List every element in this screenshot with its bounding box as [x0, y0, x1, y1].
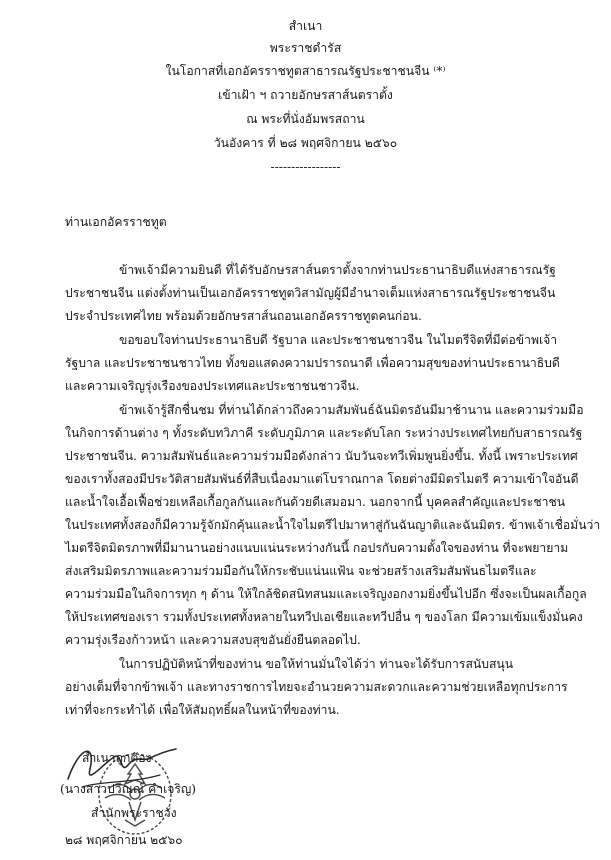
paragraph-line: และน้ำใจเอื้อเฟื้อช่วยเหลือเกื้อกูลกันและกันด้วยดีเสมอมา. นอกจากนี้ บุคคลสำคัญและประชาชน — [65, 495, 566, 509]
paragraph-line: ประจำประเทศไทย พร้อมด้วยอักษรสาส์นถอนเอกอัครราชทูตคนก่อน. — [65, 309, 422, 323]
paragraph-line: ไมตรีจิตมิตรภาพที่มีมานานอย่างแนบแน่นระหว่างกันนี้ กอปรกับความตั้งใจของท่าน ที่จะพยายาม — [65, 541, 569, 555]
paragraph-line: รัฐบาล และประชาชนชาวไทย ทั้งขอแสดงความปรารถนาดี เพื่อความสุขของท่านประธานาธิบดี — [65, 356, 560, 370]
paragraph-line: ประชาชนจีน. ความสัมพันธ์และความร่วมมือดังกล่าว นับวันจะทวีเพิ่มพูนยิ่งขึ้น. ทั้งนี้ เพราะประเทศ — [65, 449, 578, 463]
salutation: ท่านเอกอัครราชทูต — [65, 215, 167, 229]
paragraph-line: และความเจริญรุ่งเรืองของประเทศและประชาชนชาวจีน. — [65, 379, 360, 393]
paragraph-line: ให้ประเทศของเรา รวมทั้งประเทศทั้งหลายในทวีปเอเชียและทวีปอื่น ๆ ของโลก มีความเข้มแข็งมั่นคง — [65, 610, 583, 624]
occasion-line: ในโอกาสที่เอกอัครราชทูตสาธารณรัฐประชาชนจีน ⁽*⁾ — [165, 64, 446, 78]
paragraph-line: ในการปฏิบัติหน้าที่ของท่าน ขอให้ท่านมั่นใจได้ว่า ท่านจะได้รับการสนับสนุน — [119, 657, 514, 671]
date-line: วันอังคาร ที่ ๒๘ พฤศจิกายน ๒๕๖๐ — [213, 136, 398, 150]
paragraph-line: ประชาชนจีน แต่งตั้งท่านเป็นเอกอัครราชทูตวิสามัญผู้มีอำนาจเต็มแห่งสาธารณรัฐประชาชนจีน — [65, 286, 556, 300]
paragraph-line: ในกิจการด้านต่าง ๆ ทั้งระดับทวิภาคี ระดับภูมิภาค และระดับโลก ระหว่างประเทศไทยกับสาธารณรัฐ — [65, 426, 583, 440]
document-title: พระราชดำรัส — [269, 41, 342, 55]
paragraph-line: ของเราทั้งสองมีประวัติสายสัมพันธ์ที่สืบเนื่องมาแต่โบราณกาล โดยต่างมีมิตรไมตรี ความเข้าใจอันดี — [65, 472, 579, 486]
certified-copy-label: สำเนาถูกต้อง — [82, 751, 152, 765]
header-separator: ----------------- — [270, 160, 341, 174]
paragraph-line: ขอขอบใจท่านประธานาธิบดี รัฐบาล และประชาชนชาวจีน ในไมตรีจิตที่มีต่อข้าพเจ้า — [119, 333, 558, 347]
paragraph-line: ส่งเสริมมิตรภาพและความร่วมมือกันให้กระชับแน่นแฟ้น จะช่วยสร้างเสริมสัมพันธไมตรีและ — [65, 564, 537, 578]
paragraph-line: ข้าพเจ้ารู้สึกชื่นชม ที่ท่านได้กล่าวถึงความสัมพันธ์ฉันมิตรอันมีมาช้านาน และความร่วมมือ — [119, 403, 584, 417]
paragraph-line: ความรุ่งเรืองก้าวหน้า และความสงบสุขอันยั่งยืนตลอดไป. — [65, 633, 361, 647]
paragraph-line: ในประเทศทั้งสองก็มีความรู้จักมักคุ้นและน้ำใจไมตรีไปมาหาสู่กันฉันญาติและฉันมิตร. ข้าพเจ้าเชื่อมั่นว่า — [65, 518, 601, 532]
copy-label: สำเนา — [288, 19, 323, 33]
audience-line: เข้าเฝ้า ฯ ถวายอักษรสาส์นตราตั้ง — [218, 88, 393, 102]
paragraph-line: อย่างเต็มที่จากข้าพเจ้า และทางราชการไทยจะอำนวยความสะดวกและความช่วยเหลือทุกประการ — [65, 680, 568, 694]
paragraph-line: ความร่วมมือในกิจการทุก ๆ ด้าน ให้ใกล้ชิดสนิทสนมและเจริญงอกงามยิ่งขึ้นไปอีก ซึ่งจะเป็นผลเกื้อกูล — [65, 587, 587, 601]
place-line: ณ พระที่นั่งอัมพรสถาน — [246, 112, 365, 126]
signatory-name: (นางสาวปวีณณ์ คำเจริญ) — [60, 782, 197, 796]
paragraph-line: ข้าพเจ้ามีความยินดี ที่ได้รับอักษรสาส์นตราตั้งจากท่านประธานาธิบดีแห่งสาธารณรัฐ — [119, 263, 556, 277]
signatory-office: สำนักพระราชวัง — [91, 806, 177, 820]
signature-date: ๒๘ พฤศจิกายน ๒๕๖๐ — [65, 833, 183, 847]
paragraph-line: เท่าที่จะกระทำได้ เพื่อให้สัมฤทธิ์ผลในหน้าที่ของท่าน. — [65, 703, 340, 717]
